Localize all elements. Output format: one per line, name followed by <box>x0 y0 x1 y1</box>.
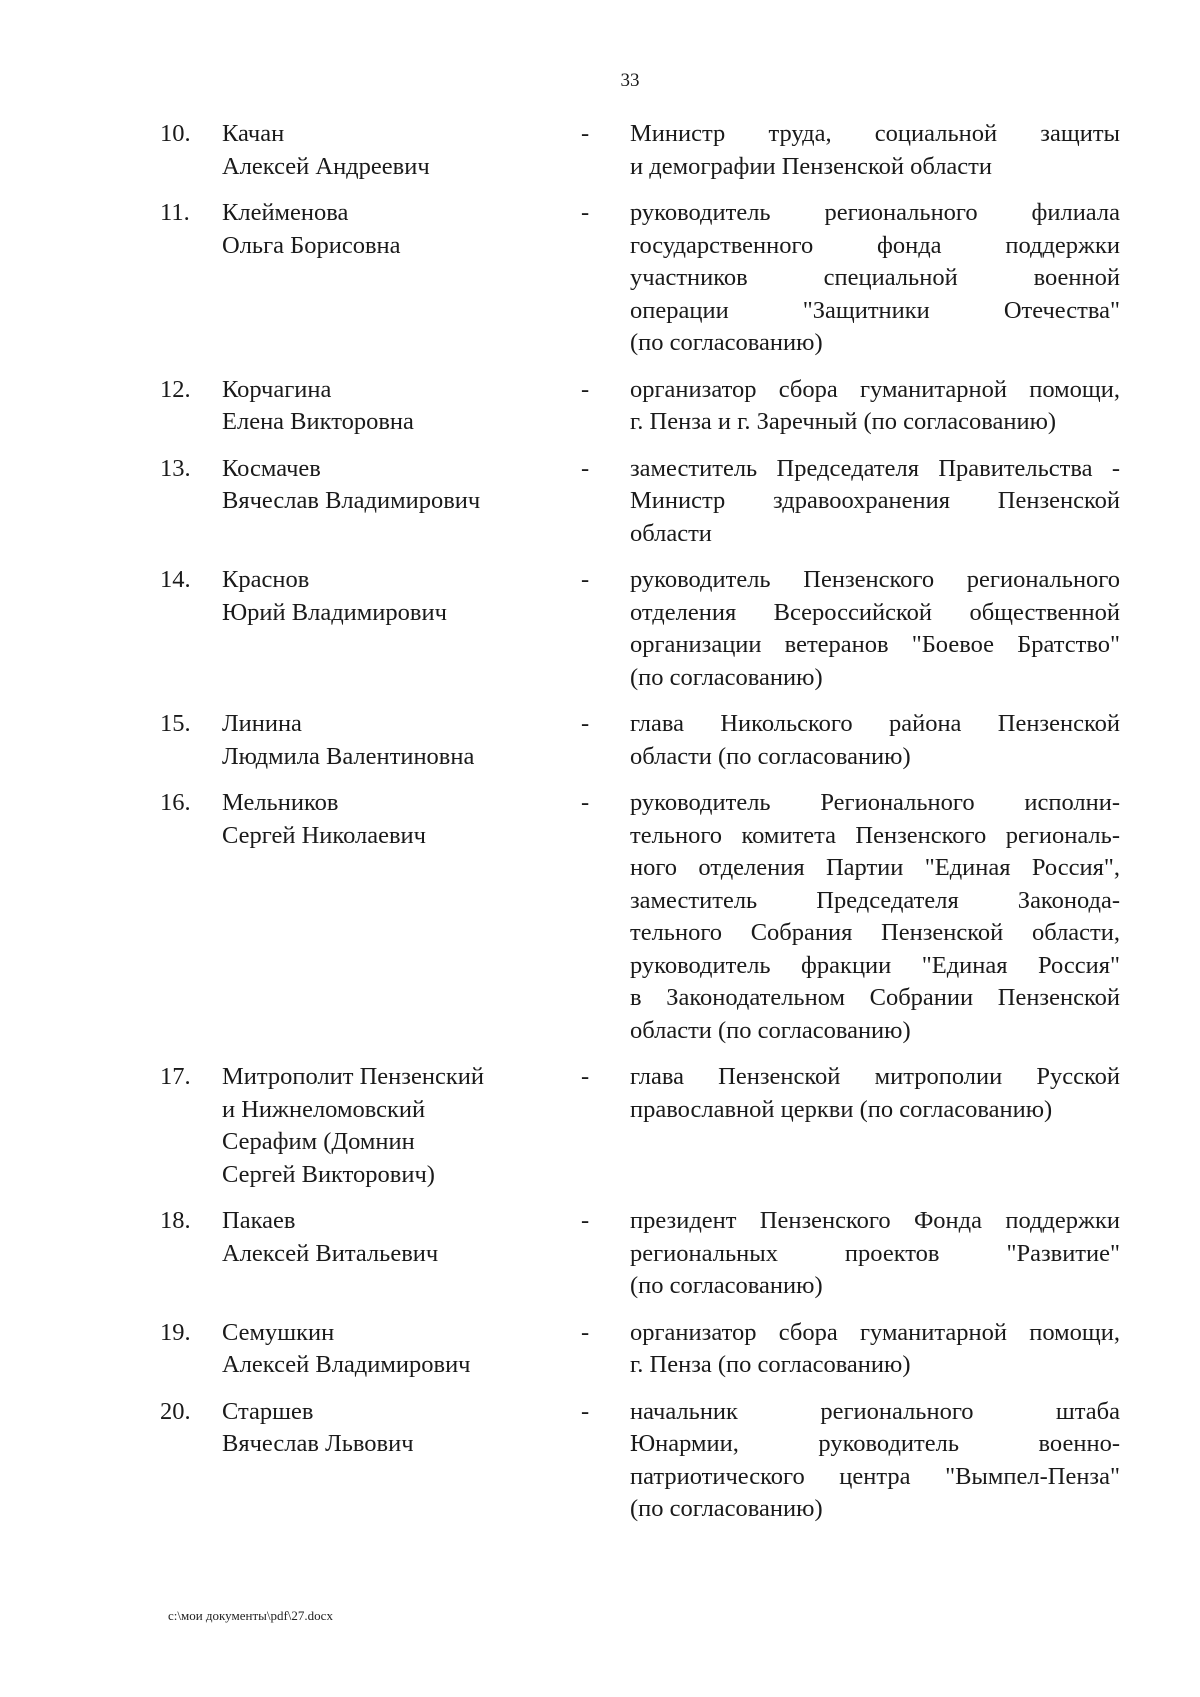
list-item <box>160 453 1150 551</box>
separator-dash: - <box>581 1063 590 1090</box>
separator-dash: - <box>581 199 590 226</box>
separator-dash: - <box>581 1318 590 1346</box>
file-path-footer: c:\мои документы\pdf\27.docx <box>168 1608 333 1623</box>
list-item <box>160 787 1150 1047</box>
position-description <box>630 564 1120 694</box>
separator-dash: - <box>581 120 590 147</box>
list-item <box>160 374 1150 439</box>
position-description <box>630 374 1120 439</box>
position-description <box>630 1317 1120 1382</box>
page-number: 33 <box>620 70 640 91</box>
person-name: Семушкин Алексей Владимирович <box>222 1318 471 1378</box>
list-item <box>160 1317 1150 1382</box>
person-name: Линина Людмила Валентиновна <box>222 710 475 770</box>
person-name: Корчагина Елена Викторовна <box>222 375 414 435</box>
description-line: и демографии Пензенской области <box>630 152 992 180</box>
position-description <box>630 1396 1120 1526</box>
description-line: организатор сбора гуманитарной помощи, <box>630 375 1120 403</box>
position-description <box>630 453 1120 551</box>
separator-dash: - <box>581 710 590 737</box>
description-line: организации ветеранов "Боевое Братство" <box>630 631 1120 658</box>
description-line: руководитель Регионального исполни- <box>630 789 1120 816</box>
description-line: г. Пенза и г. Заречный (по согласованию) <box>630 408 1057 435</box>
description-line: участников специальной военной <box>630 264 1120 291</box>
description-line: президент Пензенского Фонда поддержки <box>630 1207 1120 1234</box>
list-item <box>160 1396 1150 1526</box>
description-line: региональных проектов "Развитие" <box>630 1239 1120 1267</box>
position-description <box>630 118 1120 183</box>
item-number: 17. <box>160 1063 191 1090</box>
description-line: (по согласованию) <box>630 663 823 691</box>
item-number: 18. <box>160 1207 191 1234</box>
description-line: заместитель Председателя Законода- <box>630 886 1120 914</box>
description-line: руководитель Пензенского регионального <box>630 566 1120 593</box>
description-line: г. Пенза (по согласованию) <box>630 1351 911 1378</box>
separator-dash: - <box>581 566 590 593</box>
description-line: (по согласованию) <box>630 1495 823 1522</box>
description-line: глава Пензенской митрополии Русской <box>630 1063 1120 1090</box>
position-description <box>630 1061 1120 1191</box>
description-line: заместитель Председателя Правительства - <box>630 454 1120 482</box>
description-line: Министр здравоохранения Пензенской <box>630 487 1120 514</box>
list-item <box>160 708 1150 773</box>
person-name: Пакаев Алексей Витальевич <box>222 1207 439 1267</box>
description-line: области <box>630 519 712 547</box>
member-list <box>160 118 1150 1540</box>
separator-dash: - <box>581 1207 590 1234</box>
description-line: глава Никольского района Пензенской <box>630 710 1120 737</box>
list-item <box>160 1061 1150 1191</box>
person-name: Краснов Юрий Владимирович <box>222 566 447 626</box>
description-line: области (по согласованию) <box>630 1016 911 1044</box>
description-line: Министр труда, социальной защиты <box>630 120 1120 147</box>
position-description <box>630 1205 1120 1303</box>
position-description <box>630 197 1120 360</box>
item-number: 13. <box>160 454 191 482</box>
item-number: 20. <box>160 1397 191 1425</box>
description-line: государственного фонда поддержки <box>630 231 1120 259</box>
position-description <box>630 787 1120 1047</box>
description-line: руководитель фракции "Единая Россия" <box>630 951 1120 979</box>
separator-dash: - <box>581 375 590 403</box>
description-line: ного отделения Партии "Единая Россия", <box>630 854 1120 881</box>
separator-dash: - <box>581 454 590 482</box>
item-number: 15. <box>160 710 191 737</box>
list-item <box>160 564 1150 694</box>
description-line: начальник регионального штаба <box>630 1397 1120 1425</box>
list-item <box>160 1205 1150 1303</box>
position-description <box>630 708 1120 773</box>
person-name: Качан Алексей Андреевич <box>222 120 430 180</box>
separator-dash: - <box>581 789 590 816</box>
person-name: Митрополит Пензенский и Нижнеломовский Серафим (Домнин Сергей Викторович) <box>222 1063 484 1188</box>
description-line: отделения Всероссийской общественной <box>630 598 1120 626</box>
item-number: 12. <box>160 375 191 403</box>
item-number: 11. <box>160 199 190 226</box>
description-line: операции "Защитники Отечества" <box>630 296 1120 324</box>
list-item <box>160 197 1150 360</box>
description-line: области (по согласованию) <box>630 742 911 770</box>
person-name: Клейменова Ольга Борисовна <box>222 199 401 259</box>
description-line: организатор сбора гуманитарной помощи, <box>630 1318 1120 1346</box>
description-line: (по согласованию) <box>630 329 823 356</box>
person-name: Мельников Сергей Николаевич <box>222 789 426 849</box>
description-line: Юнармии, руководитель военно- <box>630 1430 1120 1457</box>
item-number: 16. <box>160 789 191 816</box>
description-line: в Законодательном Собрании Пензенской <box>630 984 1120 1011</box>
separator-dash: - <box>581 1397 590 1425</box>
item-number: 19. <box>160 1318 191 1346</box>
list-item <box>160 118 1150 183</box>
description-line: руководитель регионального филиала <box>630 199 1120 226</box>
person-name: Космачев Вячеслав Владимирович <box>222 454 481 514</box>
description-line: тельного Собрания Пензенской области, <box>630 919 1120 946</box>
item-number: 14. <box>160 566 191 593</box>
description-line: патриотического центра "Вымпел-Пенза" <box>630 1462 1120 1490</box>
item-number: 10. <box>160 120 191 147</box>
person-name: Старшев Вячеслав Львович <box>222 1397 414 1457</box>
description-line: православной церкви (по согласованию) <box>630 1095 1053 1123</box>
description-line: тельного комитета Пензенского региональ- <box>630 821 1120 849</box>
description-line: (по согласованию) <box>630 1272 823 1299</box>
